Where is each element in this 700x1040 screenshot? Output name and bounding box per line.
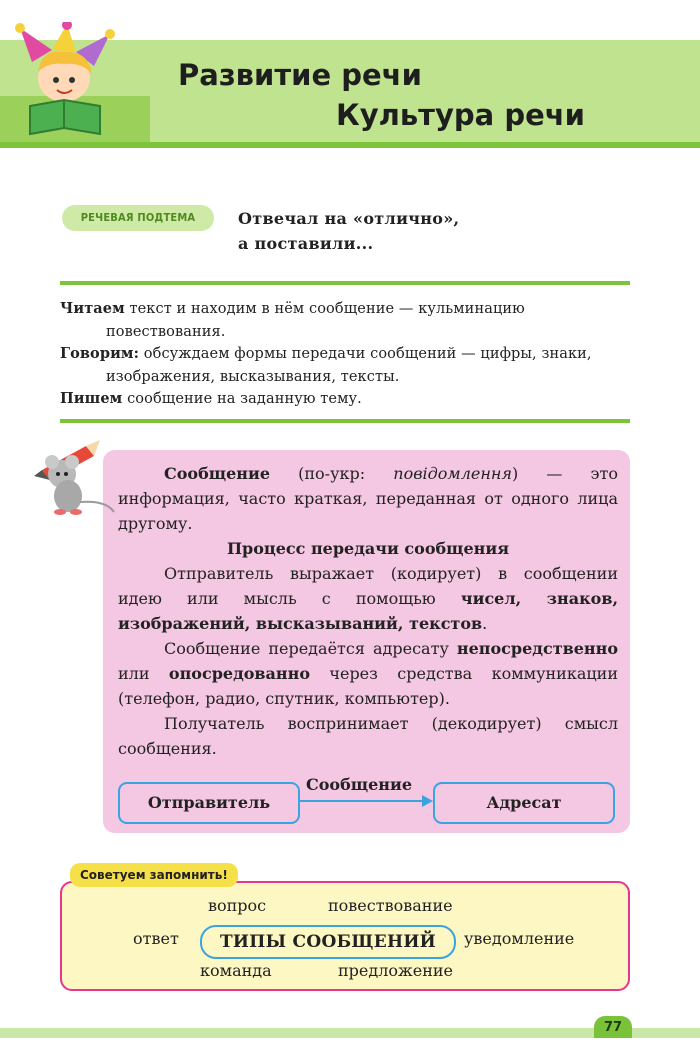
arrow-right-icon — [298, 793, 434, 809]
type-notification: уведомление — [464, 929, 575, 948]
receiver-box: Адресат — [433, 782, 615, 824]
subtopic-title-line2: а поставили... — [238, 234, 374, 253]
type-narration: повествование — [328, 896, 453, 915]
header-rule — [0, 142, 700, 148]
divider-top — [60, 281, 630, 285]
plan-read: Читаем текст и находим в нём сообщение — кульминацию повествования. — [60, 300, 525, 340]
plan-speak: Говорим: обсуждаем формы передачи сообщений — цифры, знаки, изображения, высказывания, тексты. — [60, 345, 592, 385]
subtopic-badge: РЕЧЕВАЯ ПОДТЕМА — [62, 205, 214, 231]
sender-box: Отправитель — [118, 782, 300, 824]
process-paragraph-1: Отправитель выражает (кодирует) в сообщении идею или мысль с помощью чисел, знаков, изображений, высказываний, текстов. — [118, 564, 619, 633]
message-label: Сообщение — [306, 775, 412, 794]
type-command: команда — [200, 961, 272, 980]
page-number: 77 — [594, 1016, 632, 1038]
process-paragraph-2: Сообщение передаётся адресату непосредственно или опосредованно через средства коммуникации (телефон, радио, спутник, компьютер). — [118, 639, 619, 708]
page-title-line2: Культура речи — [336, 98, 585, 132]
type-proposal: предложение — [338, 961, 454, 980]
definition-paragraph: Сообщение (по-укр: повідомлення) — это информация, часто краткая, переданная от одного лица другому. — [118, 464, 618, 533]
subtopic-title-line1: Отвечал на «отлично», — [238, 209, 460, 228]
process-paragraph-3: Получатель воспринимает (декодирует) смысл сообщения. — [118, 714, 618, 758]
divider-bottom — [60, 419, 630, 423]
type-answer: ответ — [133, 929, 179, 948]
jester-reading-icon — [12, 22, 122, 140]
process-title: Процесс передачи сообщения — [226, 539, 510, 558]
mouse-with-pencil-icon — [28, 440, 118, 518]
page-title-line1: Развитие речи — [178, 58, 422, 92]
subtopic-title — [238, 206, 459, 256]
plan-write: Пишем сообщение на заданную тему. — [60, 390, 362, 407]
remember-label: Советуем запомнить! — [70, 863, 238, 887]
definition-text — [118, 461, 618, 761]
type-question: вопрос — [208, 896, 267, 915]
lesson-plan — [60, 298, 632, 411]
message-types-title: ТИПЫ СООБЩЕНИЙ — [200, 925, 456, 959]
